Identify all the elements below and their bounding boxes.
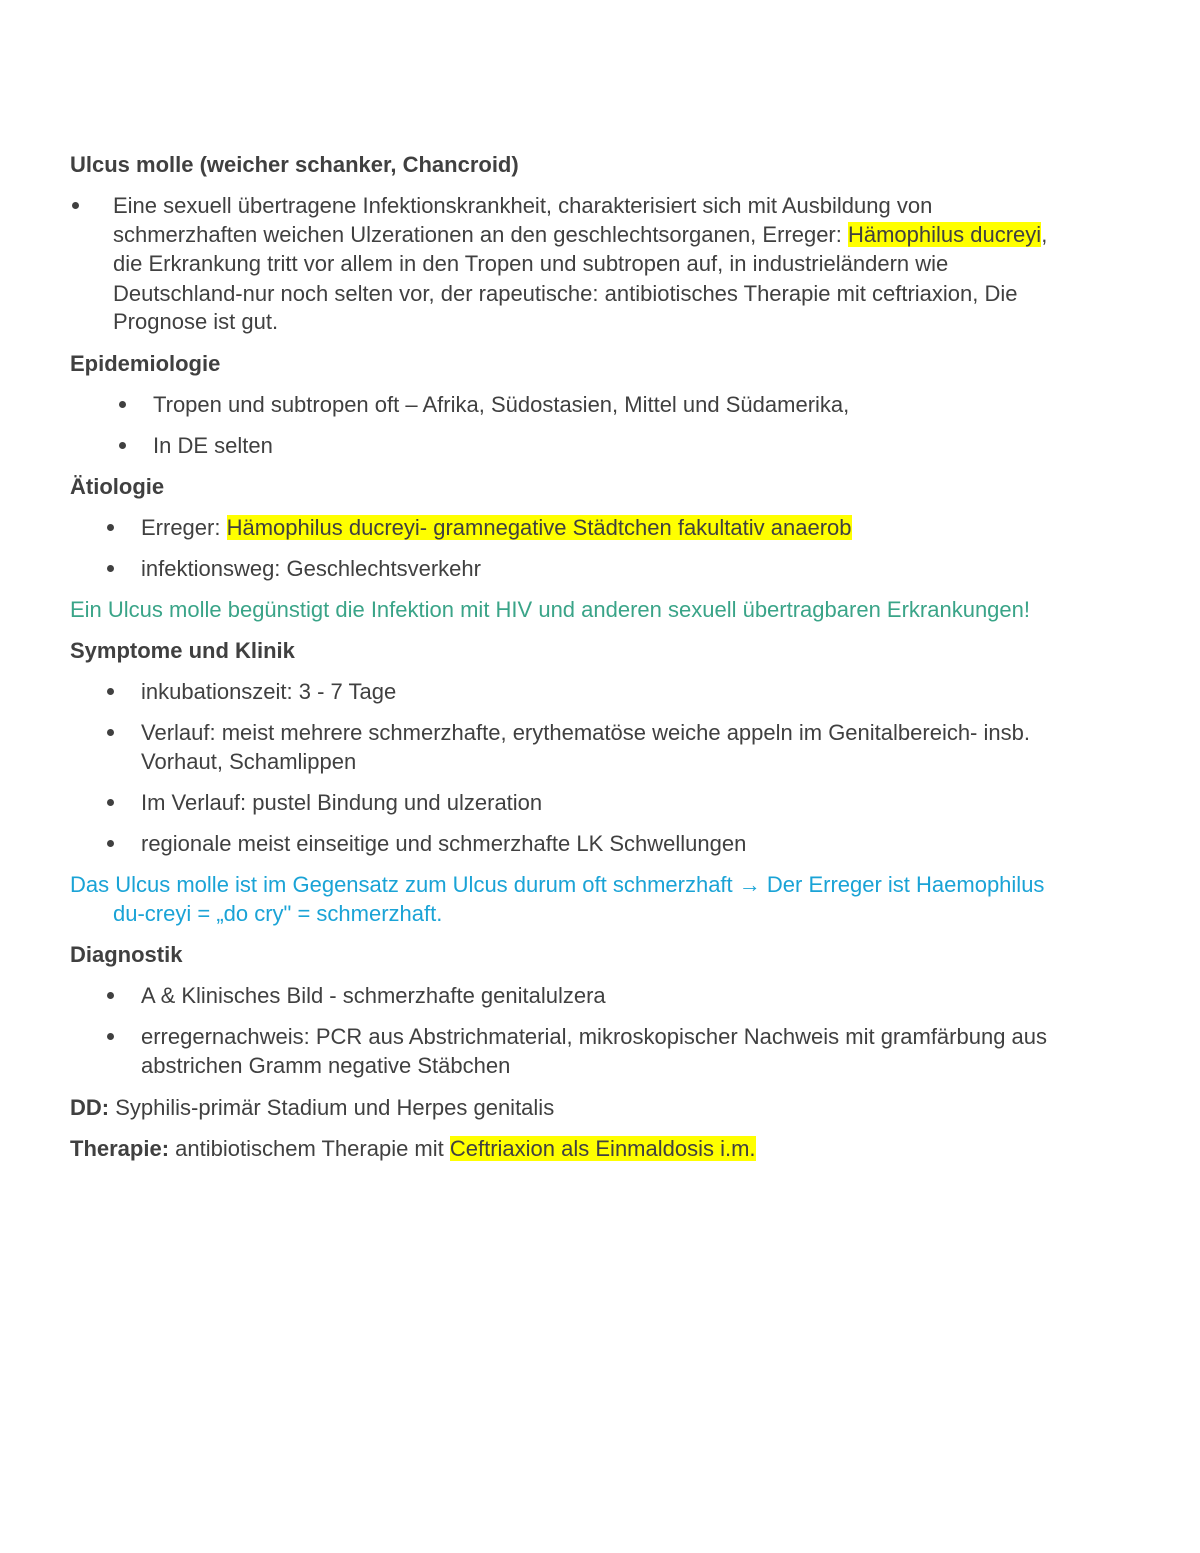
therapy [70,1134,756,1163]
note-durum-line-1: Das Ulcus molle ist im Gegensatz zum Ulcus durum oft schmerzhaft → Der Erreger ist Haemophilus [70,872,1045,897]
note-hiv: Ein Ulcus molle begünstigt die Infektion mit HIV und anderen sexuell übertragbaren Erkrankungen! [70,597,1030,622]
bullet-dot [72,202,79,209]
bullet-dot [107,840,114,847]
list-item: inkubationszeit: 3 - 7 Tage [141,679,397,704]
list-item-continuation: abstrichen Gramm negative Stäbchen [141,1053,511,1078]
intro-line-5: Prognose ist gut. [113,309,279,334]
therapy-text: antibiotischem Therapie mit [169,1136,450,1161]
bullet-dot [107,992,114,999]
heading-diagnostik: Diagnostik [70,942,183,967]
bullet-dot [107,1033,114,1040]
heading-epidemiologie: Epidemiologie [70,351,221,376]
list-item-continuation: Vorhaut, Schamlippen [141,749,357,774]
intro-comma: , [1041,222,1048,247]
list-item: In DE selten [153,433,273,458]
list-item: Verlauf: meist mehrere schmerzhafte, erythematöse weiche appeln im Genitalbereich- insb. [141,720,1030,745]
document-title: Ulcus molle (weicher schanker, Chancroid) [70,152,519,177]
list-item [141,513,852,542]
list-item: infektionsweg: Geschlechtsverkehr [141,556,481,581]
list-item: A & Klinisches Bild - schmerzhafte genitalulzera [141,983,606,1008]
bullet-dot [119,401,126,408]
intro-line-3: die Erkrankung tritt vor allem in den Tropen und subtropen auf, in industrieländern wie [113,251,949,276]
intro-line-2 [113,220,1047,249]
dd-text: Syphilis-primär Stadium und Herpes genitalis [109,1095,555,1120]
note-durum-line-2: du-creyi = „do cry" = schmerzhaft. [113,901,443,926]
list-item: Im Verlauf: pustel Bindung und ulzeration [141,790,543,815]
list-item: erregernachweis: PCR aus Abstrichmaterial, mikroskopischer Nachweis mit gramfärbung aus [141,1024,1048,1049]
item-text: Erreger: [141,515,227,540]
differential-diagnosis [70,1093,554,1122]
highlight-pathogen: Hämophilus ducreyi [847,222,1042,247]
bullet-dot [107,524,114,531]
intro-text: schmerzhaften weichen Ulzerationen an den geschlechtsorganen, Erreger: [113,222,848,247]
bullet-dot [107,799,114,806]
heading-aetiologie: Ätiologie [70,474,165,499]
list-item: Tropen und subtropen oft – Afrika, Südostasien, Mittel und Südamerika, [153,392,850,417]
bullet-dot [107,688,114,695]
intro-line-1: Eine sexuell übertragene Infektionskrankheit, charakterisiert sich mit Ausbildung von [113,193,933,218]
intro-line-4: Deutschland-nur noch selten vor, der rapeutische: antibiotisches Therapie mit ceftriaxion, Die [113,281,1018,306]
bullet-dot [107,565,114,572]
highlight-pathogen: Hämophilus ducreyi- gramnegative Städtchen fakultativ anaerob [226,515,852,540]
therapy-label: Therapie: [70,1136,170,1161]
bullet-dot [107,729,114,736]
bullet-dot [119,442,126,449]
dd-label: DD: [70,1095,110,1120]
heading-symptome: Symptome und Klinik [70,638,295,663]
list-item: regionale meist einseitige und schmerzhafte LK Schwellungen [141,831,747,856]
highlight-therapy: Ceftriaxion als Einmaldosis i.m. [449,1136,756,1161]
